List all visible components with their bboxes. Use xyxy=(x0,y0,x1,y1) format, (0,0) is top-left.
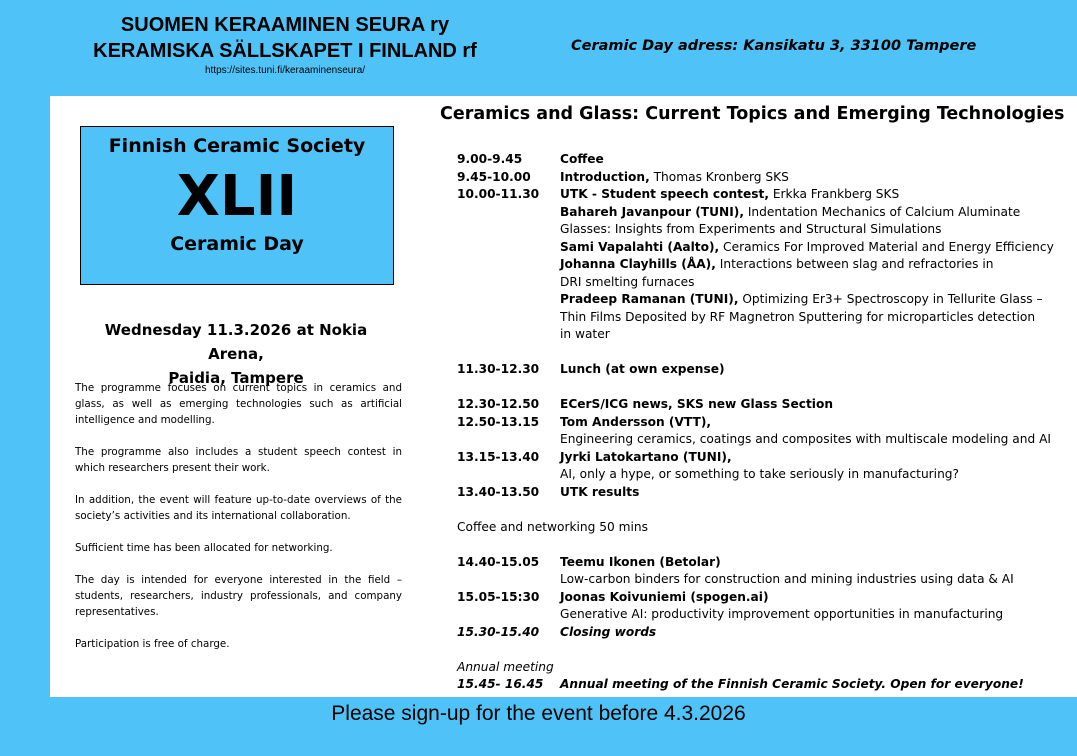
schedule-row xyxy=(457,186,1067,204)
schedule-row xyxy=(457,326,1067,344)
time: 15.30-15.40 xyxy=(457,624,540,639)
time: 12.30-12.50 xyxy=(457,397,540,411)
time: 12.50-13.15 xyxy=(457,414,540,429)
society-header xyxy=(50,12,520,78)
schedule-row xyxy=(457,396,1067,414)
schedule-row xyxy=(457,449,1067,467)
speaker: Tom Andersson (VTT), xyxy=(560,414,712,429)
time: 9.45-10.00 xyxy=(457,169,531,184)
event-address: Ceramic Day adress: Kansikatu 3, 33100 Tampere xyxy=(571,38,977,54)
title-box xyxy=(80,126,394,285)
item-title: Lunch (at own expense) xyxy=(560,362,725,376)
talk-title: Generative AI: productivity improvement opportunities in manufacturing xyxy=(560,607,1004,621)
schedule-row xyxy=(457,221,1067,239)
desc-paragraph: The programme focuses on current topics in ceramics and glass, as well as emerging technologies such as artificial intelligence and modelling. xyxy=(75,382,402,426)
signup-notice: Please sign-up for the event before 4.3.2026 xyxy=(331,702,746,725)
society-name-fi: SUOMEN KERAAMINEN SEURA ry xyxy=(120,14,450,36)
talk-title: AI, only a hype, or something to take seriously in manufacturing? xyxy=(560,467,959,481)
talk-title: Indentation Mechanics of Calcium Aluminate xyxy=(743,204,1021,219)
item-title: Annual meeting of the Finnish Ceramic Society. Open for everyone! xyxy=(560,677,1024,691)
schedule-row xyxy=(457,309,1067,327)
desc-paragraph: Participation is free of charge. xyxy=(75,638,230,650)
talk-title-cont: Thin Films Deposited by RF Magnetron Sputtering for microparticles detection xyxy=(560,309,1036,324)
time: 15.45- 16.45 xyxy=(457,677,544,691)
item-title: Coffee xyxy=(560,152,604,166)
time: 9.00-9.45 xyxy=(457,152,523,166)
society-url[interactable]: https://sites.tuni.fi/keraaminenseura/ xyxy=(204,65,366,76)
schedule-row xyxy=(457,151,1067,169)
schedule-row xyxy=(457,676,1067,694)
coffee-break: Coffee and networking 50 mins xyxy=(457,519,648,534)
desc-paragraph: In addition, the event will feature up-to-date overviews of the society’s activities and its international collaboration. xyxy=(75,494,402,522)
time: 13.40-13.50 xyxy=(457,484,540,499)
schedule-row xyxy=(457,606,1067,624)
schedule-row xyxy=(457,274,1067,292)
talk-title-cont: Glasses: Insights from Experiments and Structural Simulations xyxy=(560,222,942,236)
item-title: UTK - Student speech contest, xyxy=(560,187,769,201)
speaker: Bahareh Javanpour (TUNI), xyxy=(560,204,744,219)
schedule-row xyxy=(457,239,1067,257)
talk-title-cont: DRI smelting furnaces xyxy=(560,274,695,289)
schedule-row xyxy=(457,431,1067,449)
desc-paragraph: Sufficient time has been allocated for networking. xyxy=(75,542,333,554)
schedule-row xyxy=(457,291,1067,309)
date-line-1: Wednesday 11.3.2026 at Nokia Arena, xyxy=(104,321,368,363)
speaker: Joonas Koivuniemi (spogen.ai) xyxy=(560,589,769,604)
talk-title: Optimizing Er3+ Spectroscopy in Tellurite Glass – xyxy=(738,292,1043,306)
speaker: Pradeep Ramanan (TUNI), xyxy=(560,292,739,306)
schedule-row xyxy=(457,519,1067,537)
talk-title: Ceramics For Improved Material and Energy Efficiency xyxy=(719,239,1054,254)
talk-title-cont: in water xyxy=(560,327,610,341)
title-org: Finnish Ceramic Society xyxy=(108,135,366,157)
item-detail: Erkka Frankberg SKS xyxy=(768,187,900,201)
talk-title: Engineering ceramics, coatings and composites with multiscale modeling and AI xyxy=(560,432,1052,446)
time: 15.05-15:30 xyxy=(457,589,540,604)
item-detail: Thomas Kronberg SKS xyxy=(649,169,789,184)
speaker: Jyrki Latokartano (TUNI), xyxy=(560,449,732,464)
talk-title: Low-carbon binders for construction and mining industries using data & AI xyxy=(560,572,1014,586)
schedule-row xyxy=(457,571,1067,589)
time: 10.00-11.30 xyxy=(457,187,540,201)
schedule-row xyxy=(457,466,1067,484)
speaker: Teemu Ikonen (Betolar) xyxy=(560,554,721,569)
programme-title: Ceramics and Glass: Current Topics and Emerging Technologies xyxy=(440,104,1065,124)
time: 13.15-13.40 xyxy=(457,449,540,464)
desc-paragraph: The programme also includes a student speech contest in which researchers present their work. xyxy=(75,446,402,474)
schedule-row xyxy=(457,204,1067,222)
desc-paragraph: The day is intended for everyone interested in the field – students, researchers, industry professionals, and company representatives. xyxy=(75,574,402,618)
schedule-row xyxy=(457,414,1067,432)
society-name-sv: KERAMISKA SÄLLSKAPET I FINLAND rf xyxy=(93,40,477,62)
schedule-row xyxy=(457,361,1067,379)
title-number: XLII xyxy=(176,164,298,229)
item-title: ECerS/ICG news, SKS new Glass Section xyxy=(560,397,833,411)
speaker: Johanna Clayhills (ÅA), xyxy=(560,257,716,271)
main-panel xyxy=(50,96,1077,697)
schedule-row xyxy=(457,624,1067,642)
time: 14.40-15.05 xyxy=(457,554,540,569)
schedule-row xyxy=(457,659,1067,677)
schedule-row xyxy=(457,256,1067,274)
title-event: Ceramic Day xyxy=(170,233,304,255)
date-line-2: Paidia, Tampere xyxy=(168,369,304,387)
item-title: Introduction, xyxy=(560,169,650,184)
time: 11.30-12.30 xyxy=(457,362,540,376)
programme-schedule xyxy=(457,151,1067,694)
schedule-row xyxy=(457,169,1067,187)
speaker: Sami Vapalahti (Aalto), xyxy=(560,239,720,254)
schedule-row xyxy=(457,484,1067,502)
annual-meeting-label: Annual meeting xyxy=(457,659,554,674)
schedule-row xyxy=(457,589,1067,607)
item-title: Closing words xyxy=(560,624,657,639)
event-description xyxy=(75,380,402,668)
schedule-row xyxy=(457,554,1067,572)
item-title: UTK results xyxy=(560,484,640,499)
talk-title: Interactions between slag and refractories in xyxy=(715,257,994,271)
